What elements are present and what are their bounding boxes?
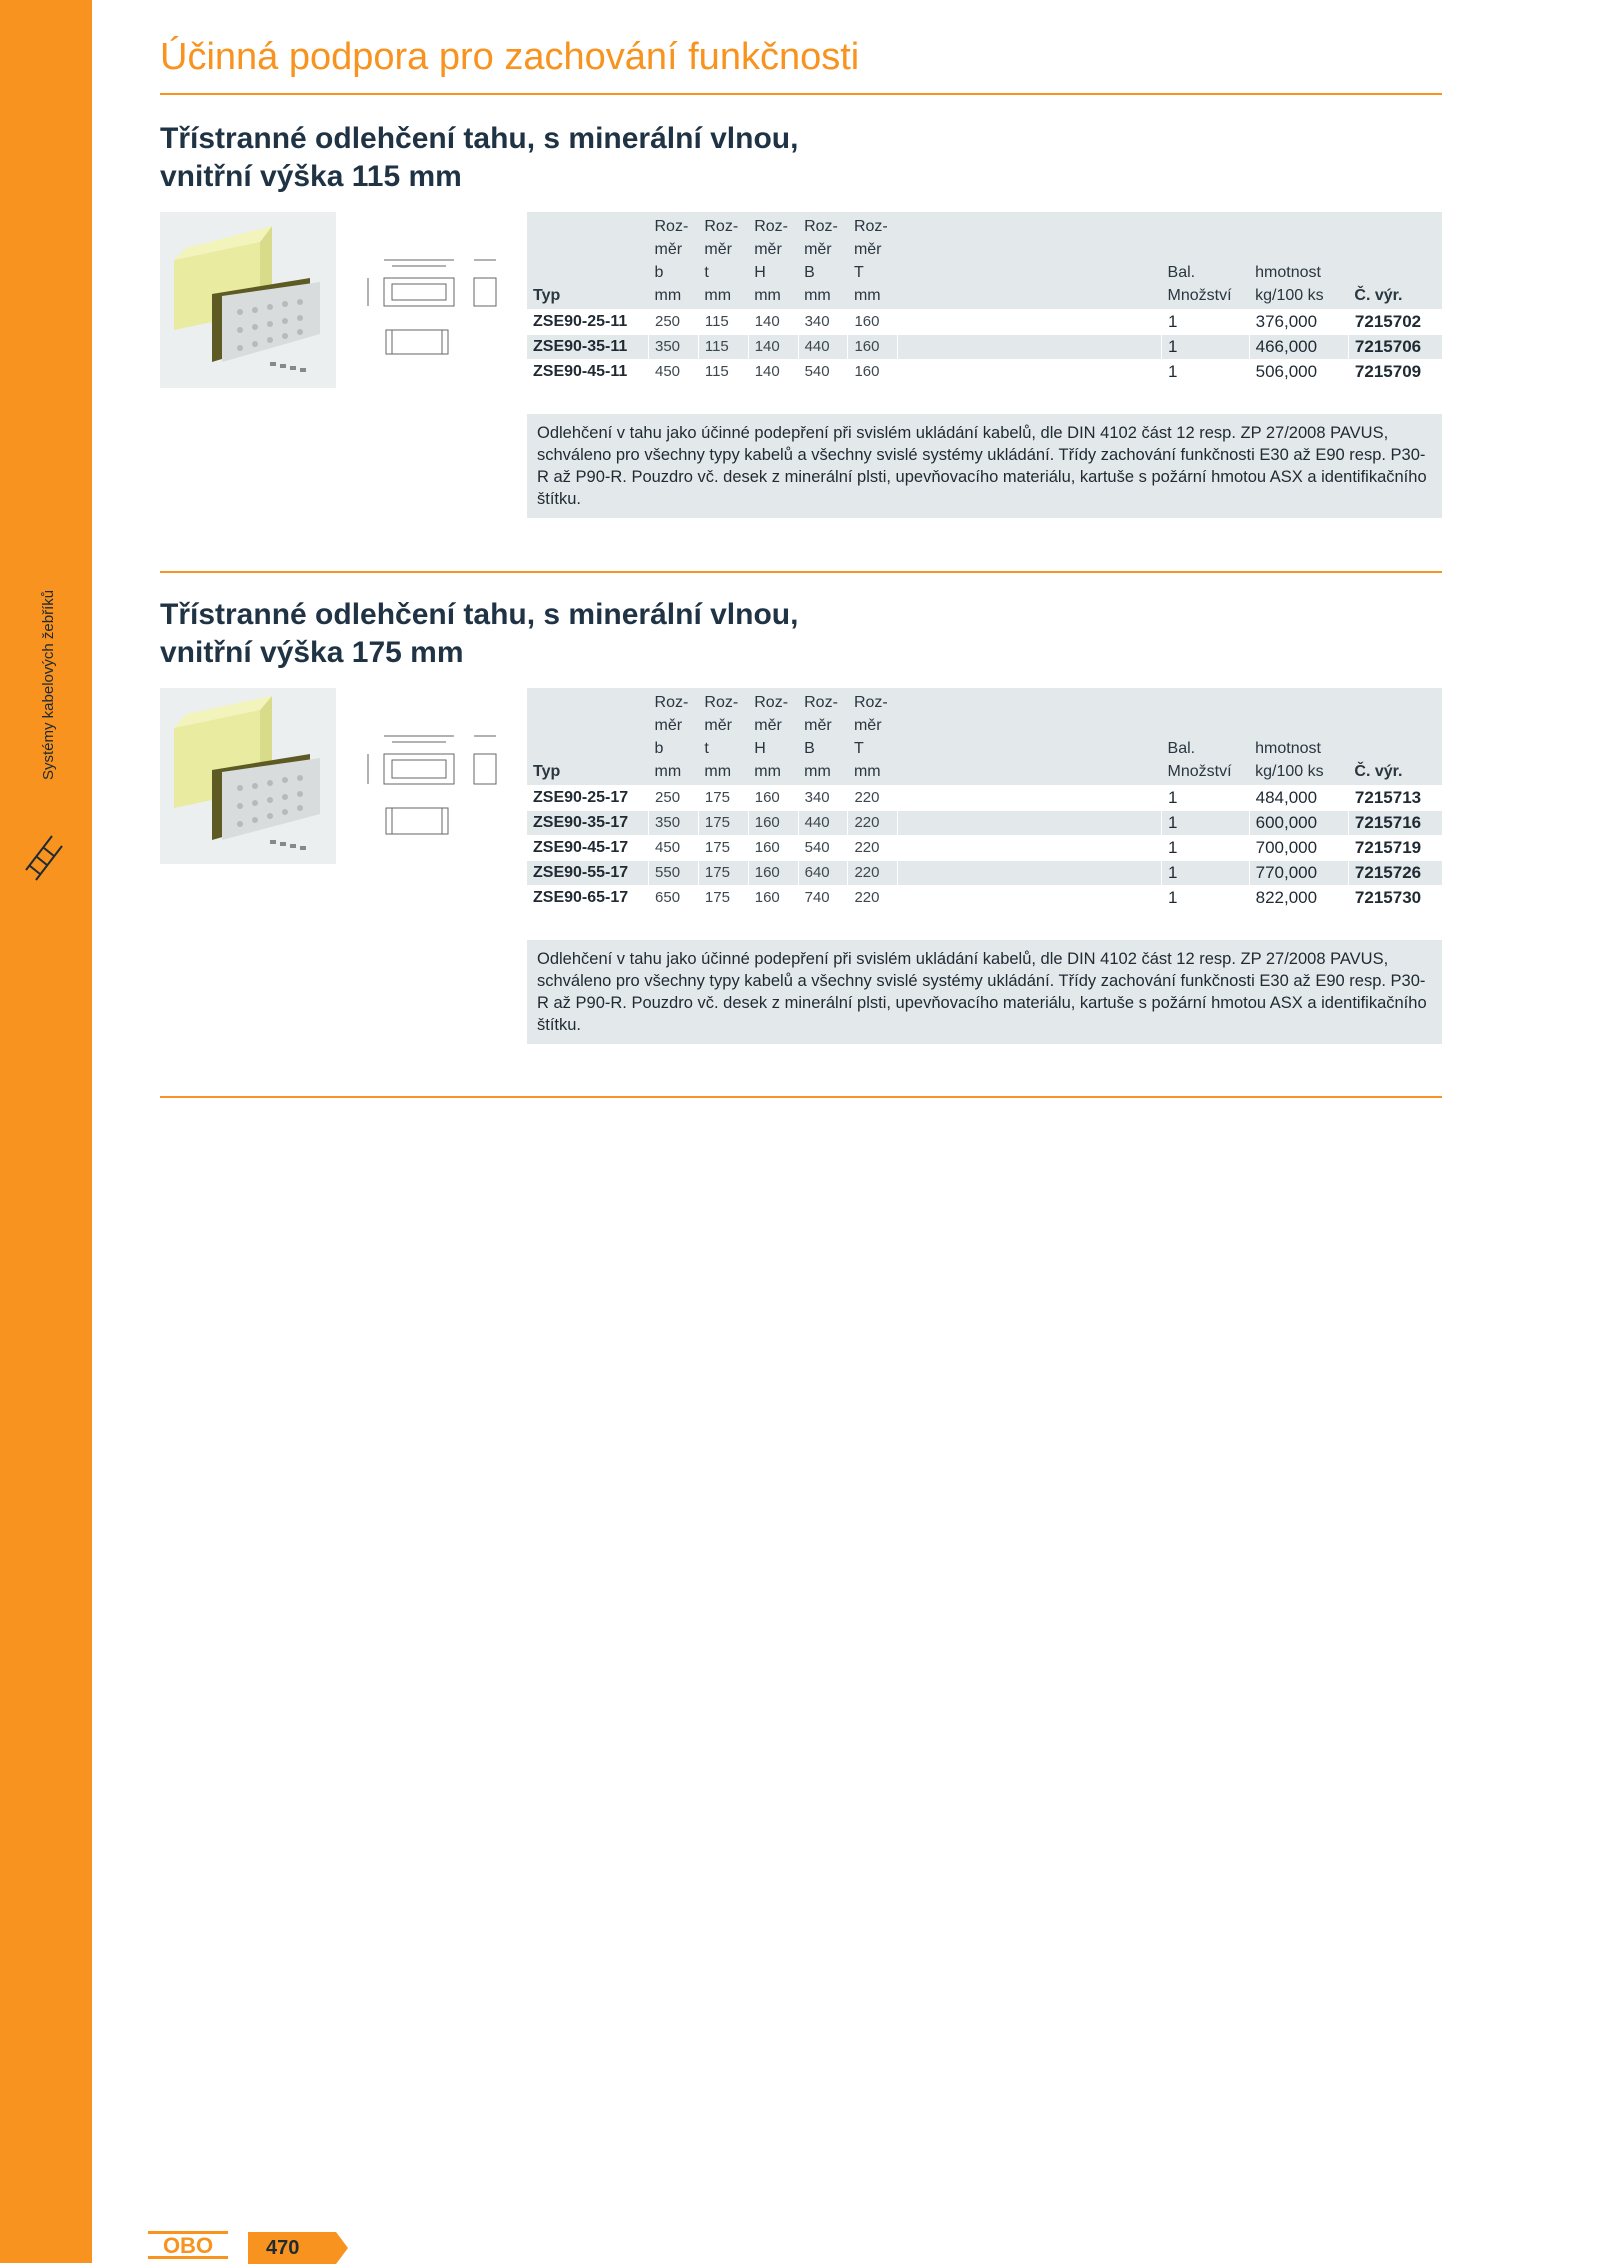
col-article: Č. výr. <box>1354 287 1403 304</box>
col-dim-b: Roz- měr b mm <box>654 694 689 780</box>
col-typ: Typ <box>533 287 561 304</box>
col-article: Č. výr. <box>1354 763 1403 780</box>
col-weight: hmotnost kg/100 ks <box>1255 264 1324 304</box>
col-dim-b: Roz- měr b mm <box>654 218 689 304</box>
table-row: ZSE90-35-17 350 175 160 440 220 1 600,000 7215716 <box>527 811 1442 836</box>
product-table <box>527 688 1442 910</box>
col-dim-H: Roz- měr H mm <box>754 694 789 780</box>
product-photo <box>160 212 336 388</box>
obo-logo <box>148 2230 228 2260</box>
page-number: 470 <box>248 2228 348 2268</box>
section-title: Třístranné odlehčení tahu, s minerální vlnou, vnitřní výška 115 mm <box>160 122 799 193</box>
table-row: ZSE90-25-11 250 115 140 340 160 1 376,000 7215702 <box>527 310 1442 335</box>
section-description: Odlehčení v tahu jako účinné podepření při svislém ukládání kabelů, dle DIN 4102 část 12 resp. ZP 27/2008 PAVUS, schváleno pro všechny typy kabelů a všechny svislé systémy ukládání. Třídy zachování funkčnosti E30 až E90 resp. P30-R až P90-R. Pouzdro vč. desek z minerální plsti, upevňovacího materiálu, kartuše s požární hmotou ASX a identifikačního štítku. <box>527 414 1442 518</box>
page-title: Účinná podpora pro zachování funkčnosti <box>160 36 860 78</box>
divider <box>160 571 1442 573</box>
divider <box>160 1096 1442 1098</box>
cable-ladder-icon <box>22 830 64 886</box>
col-spacer <box>898 212 1162 310</box>
side-label: Systémy kabelových žebříků <box>40 589 57 780</box>
technical-drawing <box>362 724 502 874</box>
col-typ: Typ <box>533 763 561 780</box>
product-table <box>527 212 1442 384</box>
table-row: ZSE90-35-11 350 115 140 440 160 1 466,000 7215706 <box>527 335 1442 360</box>
col-spacer <box>898 688 1162 786</box>
col-weight: hmotnost kg/100 ks <box>1255 740 1324 780</box>
col-dim-T: Roz- měr T mm <box>853 694 888 780</box>
svg-text:OBO: OBO <box>162 2233 214 2258</box>
table-row: ZSE90-45-11 450 115 140 540 160 1 506,000 7215709 <box>527 360 1442 385</box>
col-dim-T: Roz- měr T mm <box>853 218 888 304</box>
table-row: ZSE90-65-17 650 175 160 740 220 1 822,000 7215730 <box>527 886 1442 911</box>
table-row: ZSE90-45-17 450 175 160 540 220 1 700,000 7215719 <box>527 836 1442 861</box>
table-row: ZSE90-25-17 250 175 160 340 220 1 484,000 7215713 <box>527 786 1442 811</box>
divider <box>160 93 1442 95</box>
col-dim-t: Roz- měr t mm <box>704 694 739 780</box>
col-dim-B: Roz- měr B mm <box>804 694 838 780</box>
section-title: Třístranné odlehčení tahu, s minerální vlnou, vnitřní výška 175 mm <box>160 598 799 669</box>
product-photo <box>160 688 336 864</box>
table-row: ZSE90-55-17 550 175 160 640 220 1 770,000 7215726 <box>527 861 1442 886</box>
col-dim-t: Roz- měr t mm <box>704 218 739 304</box>
technical-drawing <box>362 248 502 398</box>
orange-sidebar <box>0 0 92 2263</box>
col-dim-H: Roz- měr H mm <box>754 218 788 304</box>
col-qty: Bal. Množství <box>1167 740 1232 780</box>
section-description: Odlehčení v tahu jako účinné podepření při svislém ukládání kabelů, dle DIN 4102 část 12 resp. ZP 27/2008 PAVUS, schváleno pro všechny typy kabelů a všechny svislé systémy ukládání. Třídy zachování funkčnosti E30 až E90 resp. P30-R až P90-R. Pouzdro vč. desek z minerální plsti, upevňovacího materiálu, kartuše s požární hmotou ASX a identifikačního štítku. <box>527 940 1442 1044</box>
col-qty: Bal. Množství <box>1167 264 1232 304</box>
col-dim-B: Roz- měr B mm <box>804 218 838 304</box>
